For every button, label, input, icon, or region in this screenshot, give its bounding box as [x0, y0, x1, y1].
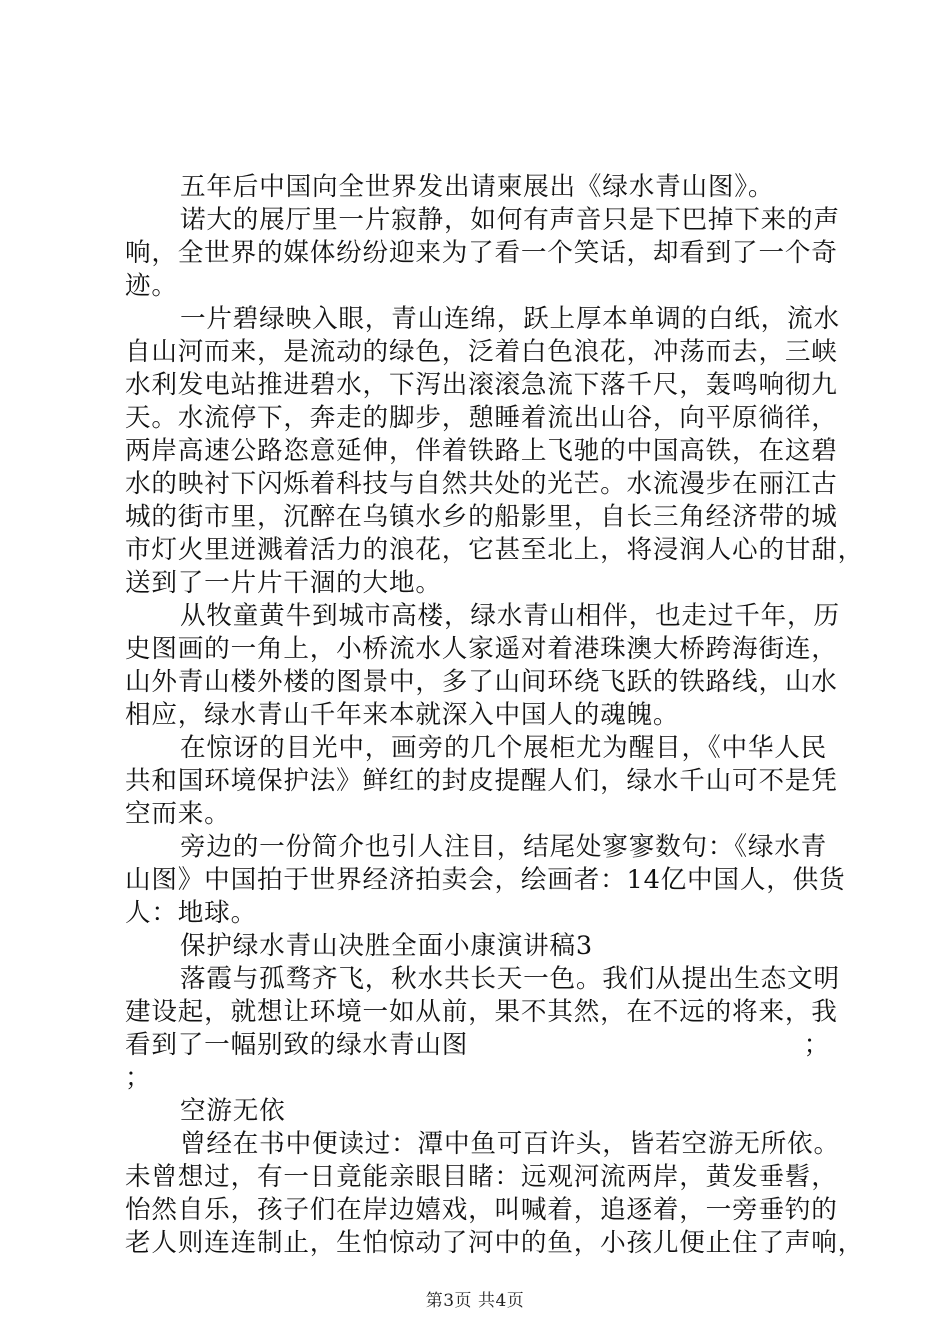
paragraph-line: 响，全世界的媒体纷纷迎来为了看一个笑话，却看到了一个奇: [125, 238, 838, 268]
paragraph-line: 老人则连连制止，生怕惊动了河中的鱼，小孩儿便止住了声响，: [125, 1228, 865, 1258]
paragraph-line: 相应，绿水青山千年来本就深入中国人的魂魄。: [125, 700, 680, 730]
paragraph-line: 五年后中国向全世界发出请柬展出《绿水青山图》。: [180, 172, 775, 202]
paragraph-line: 迹。: [125, 271, 178, 301]
paragraph-line-text: 看到了一幅别致的绿水青山图: [125, 1030, 469, 1060]
paragraph-line: 未曾想过，有一日竟能亲眼目睹：远观河流两岸，黄发垂髫，: [125, 1162, 838, 1192]
paragraph-line: 从牧童黄牛到城市高楼，绿水青山相伴，也走过千年，历: [180, 601, 840, 631]
page-footer: 第3页 共4页: [425, 1291, 525, 1311]
paragraph-line-justified: [125, 1029, 830, 1061]
paragraph-line: 两岸高速公路恣意延伸，伴着铁路上飞驰的中国高铁，在这碧: [125, 436, 838, 466]
paragraph-line: 人：地球。: [125, 898, 257, 928]
paragraph-line: 怡然自乐，孩子们在岸边嬉戏，叫喊着，追逐着，一旁垂钓的: [125, 1195, 838, 1225]
paragraph-line: 共和国环境保护法》鲜红的封皮提醒人们，绿水千山可不是凭: [125, 766, 838, 796]
paragraph-line: 曾经在书中便读过：潭中鱼可百许头，皆若空游无所依。: [180, 1129, 840, 1159]
subheading: 空游无依: [180, 1096, 286, 1126]
paragraph-line: 建设起，就想让环境一如从前，果不其然，在不远的将来，我: [125, 997, 838, 1027]
paragraph-line: 自山河而来，是流动的绿色，泛着白色浪花，冲荡而去，三峡: [125, 337, 838, 367]
paragraph-line: 史图画的一角上，小桥流水人家遥对着港珠澳大桥跨海街连，: [125, 634, 838, 664]
paragraph-line: 在惊讶的目光中，画旁的几个展柜尤为醒目，《中华人民: [180, 733, 828, 763]
paragraph-line: 诺大的展厅里一片寂静，如何有声音只是下巴掉下来的声: [180, 205, 840, 235]
paragraph-line: 市灯火里迸溅着活力的浪花，它甚至北上，将浸润人心的甘甜，: [125, 535, 865, 565]
paragraph-line: 一片碧绿映入眼，青山连绵，跃上厚本单调的白纸，流水: [180, 304, 840, 334]
paragraph-line: 送到了一片片干涸的大地。: [125, 568, 442, 598]
paragraph-line: 水利发电站推进碧水，下泻出滚滚急流下落千尺，轰鸣响彻九: [125, 370, 838, 400]
paragraph-line: 山外青山楼外楼的图景中，多了山间环绕飞跃的铁路线，山水: [125, 667, 838, 697]
paragraph-line: 山图》中国拍于世界经济拍卖会，绘画者：14亿中国人，供货: [125, 865, 846, 895]
section-heading: 保护绿水青山决胜全面小康演讲稿3: [180, 931, 593, 961]
paragraph-line: 水的映衬下闪烁着科技与自然共处的光芒。水流漫步在丽江古: [125, 469, 838, 499]
paragraph-line: 落霞与孤骛齐飞，秋水共长天一色。我们从提出生态文明: [180, 964, 840, 994]
paragraph-line: 天。水流停下，奔走的脚步，憩睡着流出山谷，向平原徜徉，: [125, 403, 838, 433]
paragraph-line: 空而来。: [125, 799, 231, 829]
paragraph-line: 旁边的一份简介也引人注目，结尾处寥寥数句：《绿水青: [180, 832, 828, 862]
paragraph-line: 城的街市里，沉醉在乌镇水乡的船影里，自长三角经济带的城: [125, 502, 838, 532]
paragraph-line: ；: [125, 1063, 152, 1093]
paragraph-line-semicolon: ；: [803, 1030, 830, 1060]
